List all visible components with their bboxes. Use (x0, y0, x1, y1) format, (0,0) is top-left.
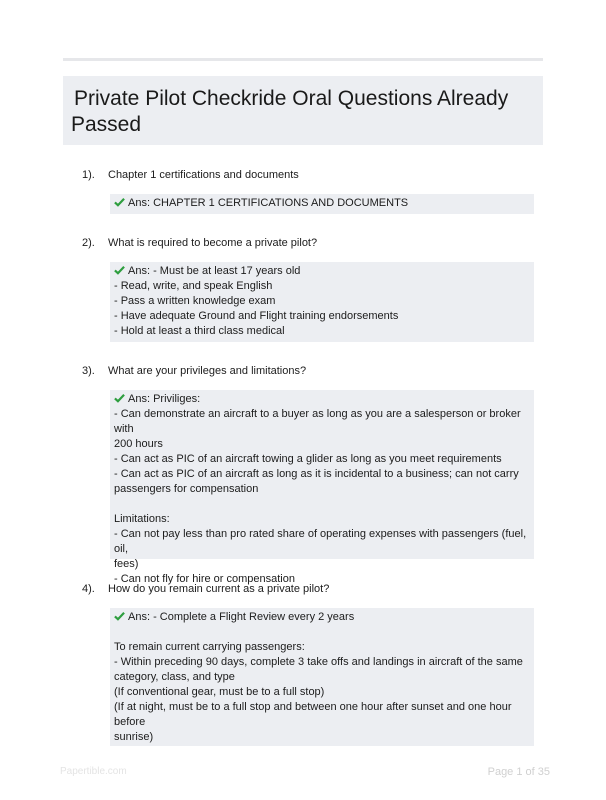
answer-line (114, 625, 530, 640)
answer-line: - Have adequate Ground and Flight training endorsements (114, 310, 399, 322)
answer-line: Ans: - Must be at least 17 years old (114, 264, 530, 279)
answer-line: - Within preceding 90 days, complete 3 take offs and landings in aircraft of the same (114, 656, 523, 668)
answer-line: - Can act as PIC of an aircraft as long as it is incidental to a business; can not carry (114, 468, 519, 480)
answer-line: Ans: - Complete a Flight Review every 2 years (114, 610, 530, 625)
question-number: 4). (82, 583, 95, 595)
page-number: Page 1 of 35 (487, 766, 550, 778)
answer-line: 200 hours (114, 438, 163, 450)
answer-line: - Can not pay less than pro rated share of operating expenses with passengers (fuel, oil, (114, 528, 527, 555)
question-text: What are your privileges and limitations? (108, 365, 307, 377)
answer-line: Ans: CHAPTER 1 CERTIFICATIONS AND DOCUMENTS (114, 196, 530, 211)
title-banner (63, 76, 543, 145)
answer-line: Ans: Priviliges: (114, 392, 530, 407)
answer-box-4 (110, 608, 534, 746)
question-number: 3). (82, 365, 95, 377)
answer-line: - Hold at least a third class medical (114, 325, 285, 337)
footer-site: Papertible.com (60, 766, 127, 777)
answer-line: passengers for compensation (114, 483, 259, 495)
answer-line: Limitations: (114, 513, 170, 525)
answer-line: To remain current carrying passengers: (114, 641, 305, 653)
answer-line: - Read, write, and speak English (114, 280, 273, 292)
question-text: Chapter 1 certifications and documents (108, 169, 299, 181)
answer-line: (If conventional gear, must be to a full stop) (114, 686, 325, 698)
answer-box-1 (110, 194, 534, 214)
check-icon (114, 265, 125, 275)
check-icon (114, 393, 125, 403)
answer-line: - Pass a written knowledge exam (114, 295, 276, 307)
top-divider (63, 58, 543, 61)
question-number: 2). (82, 237, 95, 249)
question-number: 1). (82, 169, 95, 181)
check-icon (114, 197, 125, 207)
question-text: How do you remain current as a private pilot? (108, 583, 330, 595)
answer-box-3 (110, 390, 534, 585)
question-text: What is required to become a private pilot? (108, 237, 318, 249)
answer-line: - Can act as PIC of an aircraft towing a glider as long as you meet requirements (114, 453, 502, 465)
answer-line: category, class, and type (114, 671, 235, 683)
answer-line: sunrise) (114, 731, 154, 743)
answer-line: (If at night, must be to a full stop and between one hour after sunset and one hour before (114, 701, 512, 728)
answer-box-2 (110, 262, 534, 342)
answer-line (114, 497, 530, 512)
answer-line: - Can not fly for hire or compensation (114, 573, 295, 585)
check-icon (114, 611, 125, 621)
page-title: Private Pilot Checkride Oral Questions Already Passed (71, 87, 509, 136)
answer-line: - Can demonstrate an aircraft to a buyer as long as you are a salesperson or broker with (114, 408, 521, 435)
answer-line: fees) (114, 558, 139, 570)
